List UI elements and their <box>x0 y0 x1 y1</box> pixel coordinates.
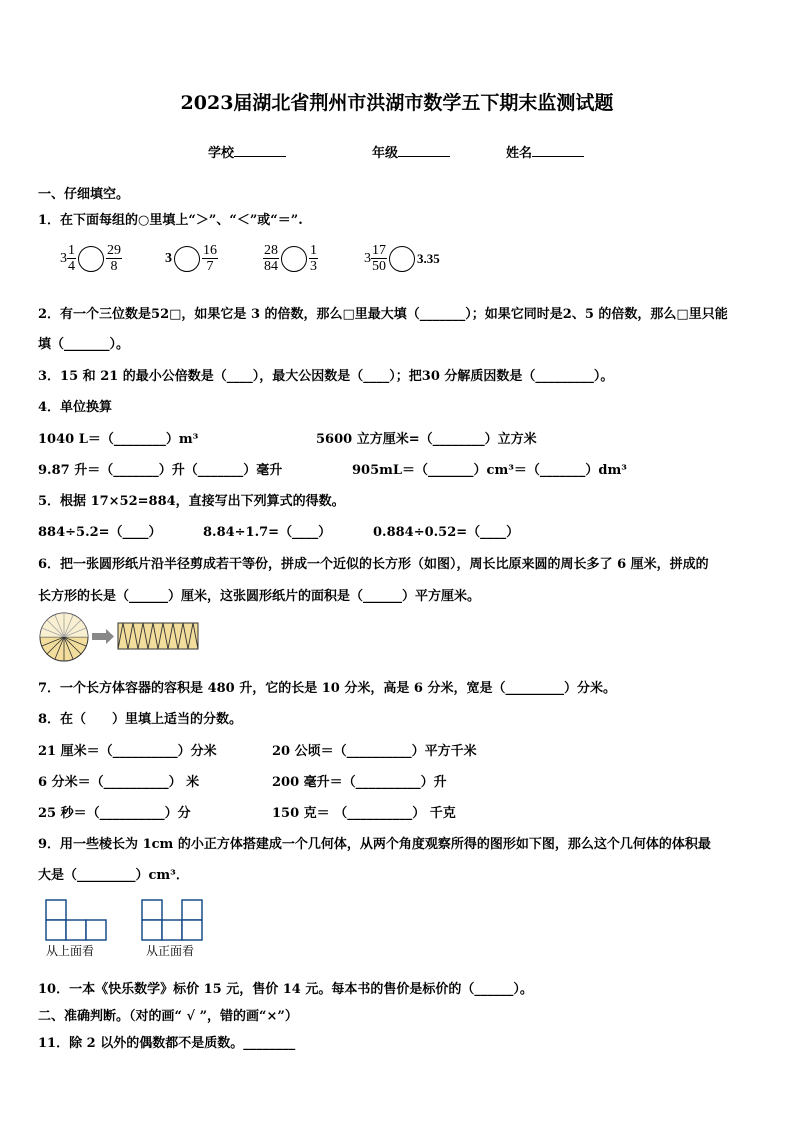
question-3: 3．15 和 21 的最小公倍数是（____），最大公因数是（____）；把30 分解质因数是（_________）。 <box>38 369 614 384</box>
question-8d: 200 毫升＝（__________）升 <box>272 775 447 790</box>
question-5c: 0.884÷0.52=（____） <box>373 525 520 540</box>
question-8b: 20 公顷＝（__________）平方千米 <box>272 744 477 759</box>
compare-circle-1[interactable] <box>78 246 104 272</box>
front-view-label: 从正面看 <box>146 944 195 958</box>
compare-group-4: 3 $\frac{17}{50}$ 3.35 <box>364 243 440 274</box>
question-11: 11．除 2 以外的偶数都不是质数。________ <box>38 1036 296 1051</box>
question-8a: 21 厘米＝（__________）分米 <box>38 744 217 759</box>
question-5a: 884÷5.2=（____） <box>38 525 162 540</box>
question-7: 7．一个长方体容器的容积是 480 升，它的长是 10 分米，高是 6 分米，宽是（_________）分米。 <box>38 681 616 696</box>
compare-circle-2[interactable] <box>174 246 200 272</box>
approximate-rectangle <box>118 623 198 649</box>
question-8-title: 8．在（ ）里填上适当的分数。 <box>38 712 243 727</box>
circle-to-rectangle-figure <box>38 611 203 663</box>
question-8f: 150 克＝ （__________） 千克 <box>272 806 456 821</box>
school-field[interactable]: 学校 <box>208 142 286 161</box>
compare-circle-4[interactable] <box>389 246 415 272</box>
section-2-heading: 二、准确判断。（对的画“ √ ”，错的画“×”） <box>38 1009 298 1024</box>
question-4a: 1040 L＝（________）m³ <box>38 432 199 447</box>
question-9-line-2: 大是（_________）cm³． <box>38 868 189 883</box>
top-view-figure <box>44 898 110 942</box>
question-4c: 9.87 升＝（_______）升（_______）毫升 <box>38 463 283 478</box>
question-5b: 8.84÷1.7=（____） <box>203 525 332 540</box>
section-1-heading: 一、仔细填空。 <box>38 187 130 202</box>
question-9-line-1: 9．用一些棱长为 1cm 的小正方体搭建成一个几何体，从两个角度观察所得的图形如下图，那么这个几何体的体积最 <box>38 837 711 852</box>
question-8c: 6 分米＝（__________） 米 <box>38 775 200 790</box>
top-view-label: 从上面看 <box>46 944 95 958</box>
question-8e: 25 秒＝（__________）分 <box>38 806 191 821</box>
question-5-title: 5．根据 17×52=884，直接写出下列算式的得数。 <box>38 494 345 509</box>
question-1: 1．在下面每组的○里填上“＞”、“＜”或“＝”. <box>38 213 303 228</box>
compare-group-1: 3 $\frac{1}{4}$ $\frac{29}{8}$ <box>60 243 121 274</box>
question-10: 10．一本《快乐数学》标价 15 元，售价 14 元。每本书的售价是标价的（______）。 <box>38 982 533 997</box>
page-title: 2023届湖北省荆州市洪湖市数学五下期末监测试题 <box>180 92 614 114</box>
compare-group-3: $\frac{28}{84}$ $\frac{1}{3}$ <box>264 243 317 274</box>
arrow-icon <box>92 629 114 644</box>
divided-circle <box>40 613 88 661</box>
question-6-line-2: 长方形的长是（______）厘米，这张圆形纸片的面积是（______）平方厘米。 <box>38 589 481 604</box>
question-6-line-1: 6．把一张圆形纸片沿半径剪成若干等份，拼成一个近似的长方形（如图），周长比原来圆的周长多了 6 厘米，拼成的 <box>38 557 709 572</box>
question-2-line-1: 2．有一个三位数是52□，如果它是 3 的倍数，那么□里最大填（_______）；如果它同时是2、5 的倍数，那么□里只能 <box>38 307 728 322</box>
front-view-figure <box>140 898 206 942</box>
question-4b: 5600 立方厘米=（________）立方米 <box>316 432 537 447</box>
grade-field[interactable]: 年级 <box>372 142 450 161</box>
compare-group-2: 3 $\frac{16}{7}$ <box>165 243 217 274</box>
question-4d: 905mL＝（_______）cm³＝（_______）dm³ <box>352 463 627 478</box>
question-2-line-2: 填（_______）。 <box>38 337 130 352</box>
compare-circle-3[interactable] <box>281 246 307 272</box>
question-4-title: 4．单位换算 <box>38 400 113 415</box>
name-field[interactable]: 姓名 <box>506 142 584 161</box>
